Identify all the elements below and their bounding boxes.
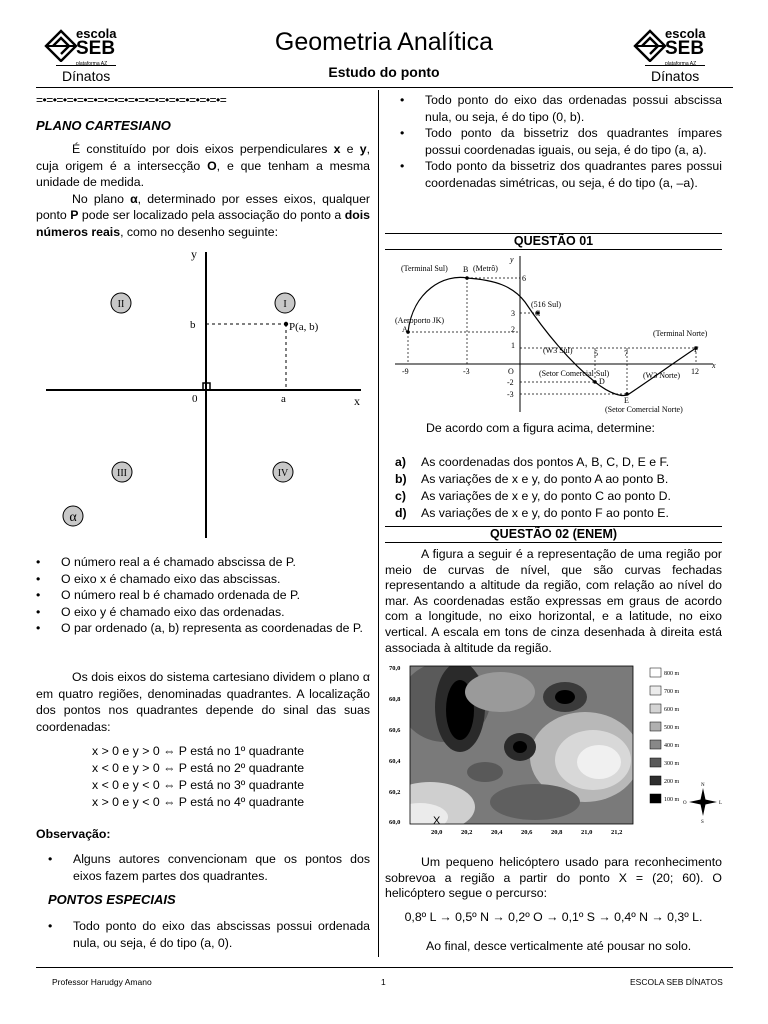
alpha-badge <box>63 506 83 526</box>
x-tick: 7 <box>624 349 628 358</box>
svg-text:L: L <box>719 801 723 806</box>
list-item: • Alguns autores convencionam que os pontos dos eixos fazem partes dos quadrantes. <box>48 851 370 884</box>
quadrant-badge-iv <box>273 462 293 482</box>
map-y-tick: 60,2 <box>389 789 401 796</box>
svg-text:N: N <box>701 783 705 788</box>
definitions-list <box>36 554 370 637</box>
graph-x-label: x <box>712 361 716 370</box>
page-title: Geometria Analítica <box>274 28 494 56</box>
y-tick: -3 <box>507 390 514 399</box>
quadrant-badge-i <box>275 293 295 313</box>
y-tick: 1 <box>511 341 515 350</box>
label-w3-norte: (W3 Norte) <box>643 371 681 380</box>
option-d: d) As variações de x e y, do ponto F ao ponto E. <box>395 506 669 520</box>
b-label: b <box>190 319 196 331</box>
paragraph-eixos: É constituído por dois eixos perpendiculares x e y, cuja origem é a intersecção O, e que tenham a mesma unidade de medida. <box>36 142 370 189</box>
option-a: a) As coordenadas dos pontos A, B, C, D, E e F. <box>395 455 670 469</box>
logo-escola: escola <box>665 26 706 41</box>
left-intro <box>36 141 370 240</box>
paragraph-plano: No plano α, determinado por esses eixos, qualquer ponto P pode ser localizado pela associação do ponto a dois números reais, como no desenho seguinte: <box>36 191 370 239</box>
p-label: P(a, b) <box>289 321 319 333</box>
point-b-label: B <box>463 265 469 274</box>
list-item: • O número real a é chamado abscissa de P. <box>36 554 370 571</box>
special-points-right <box>400 92 722 191</box>
graph-origin-label: O <box>508 367 514 376</box>
label-setor-comercial-sul: (Setor Comercial Sul) <box>539 369 610 378</box>
observacao-list <box>48 851 370 884</box>
header-rule <box>36 87 733 88</box>
point-a-label: A <box>402 325 408 334</box>
svg-text:500 m: 500 m <box>664 725 680 731</box>
svg-text:300 m: 300 m <box>664 761 680 767</box>
cartesian-figure <box>36 240 376 540</box>
map-y-tick: 60,8 <box>389 696 401 703</box>
question-02-text: A figura a seguir é a representação de uma região por meio de curvas de nível, que são curvas fechadas representando a altitude da região, com relação ao nível do mar. As coordenadas estão expressas em graus de acordo com a longitude, no eixo horizontal, e a latitude, no eixo vertical. A escala em tons de cinza desenhada à direita está associada à altitude da região. <box>385 547 722 655</box>
svg-text:100 m: 100 m <box>664 797 680 803</box>
label-terminal-norte: (Terminal Norte) <box>653 329 708 338</box>
point-d-label: D <box>599 377 605 386</box>
special-points-left <box>48 918 370 951</box>
logo-seb: SEB <box>665 38 705 59</box>
svg-text:600 m: 600 m <box>664 707 680 713</box>
altitude-legend <box>650 668 680 803</box>
svg-text:S: S <box>701 820 704 825</box>
y-tick: 6 <box>522 274 526 283</box>
y-tick: -2 <box>507 378 514 387</box>
logo-left <box>44 28 134 84</box>
graph-y-label: y <box>510 255 514 264</box>
quadrant-rule: x > 0 e y > 0 ⇔ P está no 1º quadrante <box>92 744 305 758</box>
contour-map <box>385 662 725 837</box>
quadrant-badge-ii <box>111 293 131 313</box>
footer-author: Professor Harudgy Amano <box>52 977 152 987</box>
svg-text:400 m: 400 m <box>664 743 680 749</box>
map-x-tick: 20,6 <box>521 829 533 836</box>
map-x-tick: 20,2 <box>461 829 473 836</box>
map-x-tick: 21,2 <box>611 829 623 836</box>
list-item: • Todo ponto da bissetriz dos quadrantes pares possui coordenadas simétricas, ou seja, é do tipo (a, –a). <box>400 158 722 191</box>
paragraph-quadrantes: Os dois eixos do sistema cartesiano dividem o plano α em quatro regiões, denominadas quadrantes. A localização dos pontos nos quadrantes depende do sinal das suas coordenadas: <box>36 670 370 734</box>
section-heading-plano: PLANO CARTESIANO <box>36 118 171 133</box>
quadrant-rule: x < 0 e y < 0 ⇔ P está no 3º quadrante <box>92 778 305 792</box>
quadrant-badge-iii <box>112 462 132 482</box>
quadrant-rule: x < 0 e y > 0 ⇔ P está no 2º quadrante <box>92 761 305 775</box>
compass-rose-icon <box>683 783 722 825</box>
quadrant-rules <box>92 743 372 811</box>
quadrant-rule: x > 0 e y < 0 ⇔ P está no 4º quadrante <box>92 795 305 809</box>
a-label: a <box>281 393 286 405</box>
question-02-text-2: Um pequeno helicóptero usado para reconhecimento sobrevoa a região a partir do ponto X = (20; 60). O helicóptero segue o percurso: <box>385 855 722 901</box>
x-tick: 5 <box>594 349 598 358</box>
list-item: • Todo ponto do eixo das ordenadas possui abscissa nula, ou seja, é do tipo (0, b). <box>400 92 722 125</box>
page-subtitle: Estudo do ponto <box>328 64 440 80</box>
map-y-tick: 60,4 <box>389 758 401 765</box>
map-y-tick: 60,6 <box>389 727 401 734</box>
contour-field <box>385 662 640 832</box>
logo-mark-icon <box>633 28 667 62</box>
label-metro: (Metrô) <box>473 264 498 273</box>
x-tick: -9 <box>402 367 409 376</box>
label-aeroporto: (Aeroporto JK) <box>395 316 445 325</box>
route-sequence: 0,8º L → 0,5º N → 0,2º O → 0,1º S → 0,4º N → 0,3º L. <box>404 910 703 924</box>
footer-school: ESCOLA SEB DÍNATOS <box>630 977 723 987</box>
logo-plataforma: plataforma AZ <box>665 61 697 67</box>
point-p <box>284 322 288 326</box>
logo-plataforma: plataforma AZ <box>76 61 108 67</box>
question-01-options <box>395 454 725 522</box>
logo-mark-icon <box>44 28 78 62</box>
map-y-tick: 60,0 <box>389 819 401 826</box>
x-tick: -3 <box>463 367 470 376</box>
label-516-sul: (516 Sul) <box>531 300 561 309</box>
list-item: • Todo ponto da bissetriz dos quadrantes ímpares possui coordenadas iguais, ou seja, é do tipo (a, a). <box>400 125 722 158</box>
label-setor-comercial-norte: (Setor Comercial Norte) <box>605 405 683 414</box>
y-label: y <box>191 247 197 261</box>
y-tick: 2 <box>511 325 515 334</box>
column-divider <box>378 90 379 957</box>
point-e-label: E <box>624 396 629 405</box>
svg-text:α: α <box>69 510 77 525</box>
map-x-tick: 20,0 <box>431 829 443 836</box>
route-graph <box>385 252 725 418</box>
observacao-label: Observação: <box>36 827 111 841</box>
final-instruction: Ao final, desce verticalmente até pousar no solo. <box>426 939 692 953</box>
label-w3-sul: (W3 Sul) <box>543 346 573 355</box>
svg-text:200 m: 200 m <box>664 779 680 785</box>
section-heading-pontos: PONTOS ESPECIAIS <box>48 892 176 907</box>
svg-text:II: II <box>117 299 125 310</box>
map-x-mark: X <box>433 815 441 827</box>
logo-dinatos: Dínatos <box>62 68 111 84</box>
list-item: • O eixo y é chamado eixo das ordenadas. <box>36 604 370 621</box>
map-x-tick: 20,4 <box>491 829 503 836</box>
list-item: • O número real b é chamado ordenada de P. <box>36 587 370 604</box>
x-label: x <box>354 394 360 408</box>
point-f-label: F <box>694 345 699 354</box>
y-tick: 3 <box>511 309 515 318</box>
svg-text:III: III <box>117 468 127 479</box>
logo-escola: escola <box>76 26 117 41</box>
question-01-intro: De acordo com a figura acima, determine: <box>426 421 655 435</box>
map-y-tick: 70,0 <box>389 665 401 672</box>
list-item: • O par ordenado (a, b) representa as coordenadas de P. <box>36 620 370 637</box>
svg-text:800 m: 800 m <box>664 671 680 677</box>
list-item: • O eixo x é chamado eixo das abscissas. <box>36 571 370 588</box>
point-c-label: C <box>535 309 541 318</box>
map-x-tick: 20,8 <box>551 829 563 836</box>
question-01-title: QUESTÃO 01 <box>385 233 722 250</box>
svg-text:IV: IV <box>277 468 289 479</box>
list-item: • Todo ponto do eixo das abscissas possui ordenada nula, ou seja, é do tipo (a, 0). <box>48 918 370 951</box>
svg-text:O: O <box>683 801 687 806</box>
left-divider: =•=•=•=•=•=•=•=•=•=•=•=•=•=•=•=•=•=•= <box>36 93 227 107</box>
svg-text:700 m: 700 m <box>664 689 680 695</box>
option-c: c) As variações de x e y, do ponto C ao ponto D. <box>395 489 671 503</box>
map-x-tick: 21,0 <box>581 829 593 836</box>
footer-rule <box>36 967 733 968</box>
logo-right <box>633 28 723 84</box>
origin-label: 0 <box>192 393 198 405</box>
question-02-title: QUESTÃO 02 (ENEM) <box>385 526 722 543</box>
footer-page-number: 1 <box>381 977 386 987</box>
svg-text:I: I <box>283 299 287 310</box>
logo-seb: SEB <box>76 38 116 59</box>
option-b: b) As variações de x e y, do ponto A ao ponto B. <box>395 472 669 486</box>
x-tick: 12 <box>691 367 699 376</box>
label-terminal-sul: (Terminal Sul) <box>401 264 448 273</box>
logo-dinatos: Dínatos <box>651 68 700 84</box>
